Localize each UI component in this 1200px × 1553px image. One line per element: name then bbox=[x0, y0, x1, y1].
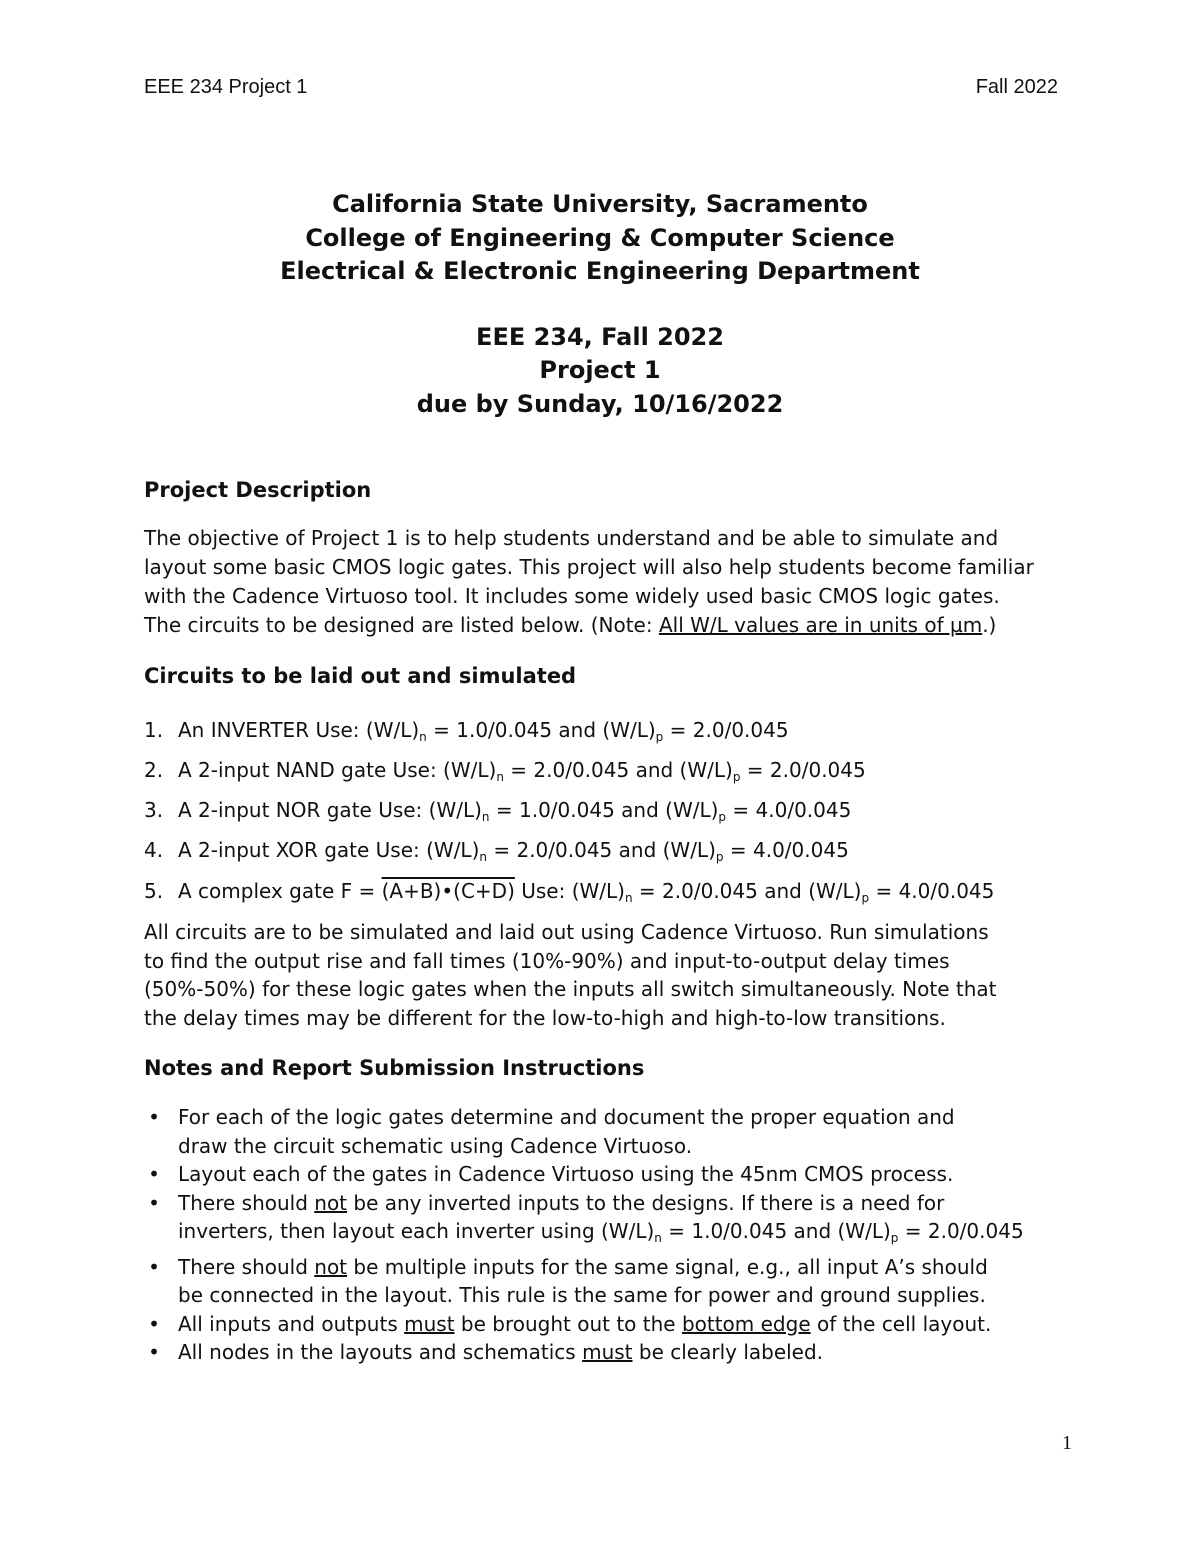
item-number: 4. bbox=[144, 838, 164, 862]
note-suffix: .) bbox=[982, 613, 997, 637]
bullet: • bbox=[148, 1340, 160, 1364]
university-title: California State University, Sacramento bbox=[332, 190, 868, 218]
course-title: EEE 234, Fall 2022 bbox=[476, 323, 724, 351]
simulation-line: (50%-50%) for these logic gates when the inputs all switch simultaneously. Note that bbox=[144, 977, 997, 1001]
item-text: = 4.0/0.045 bbox=[723, 838, 849, 862]
text: = 2.0/0.045 bbox=[898, 1219, 1024, 1243]
item-text: = 1.0/0.045 and (W/L) bbox=[489, 798, 719, 822]
department-title: Electrical & Electronic Engineering Department bbox=[280, 257, 920, 285]
emphasis: must bbox=[582, 1340, 633, 1364]
item-number: 1. bbox=[144, 718, 164, 742]
header-course: EEE 234 Project 1 bbox=[144, 76, 308, 98]
bullet-line bbox=[178, 1253, 1024, 1282]
bullet-line bbox=[178, 1338, 1024, 1367]
emphasis: not bbox=[314, 1190, 348, 1215]
description-line: with the Cadence Virtuoso tool. It includes some widely used basic CMOS logic gates. bbox=[144, 584, 1000, 608]
text: inverters, then layout each inverter using (W/L) bbox=[178, 1219, 655, 1243]
college-title: College of Engineering & Computer Science bbox=[305, 224, 895, 252]
bullet-line bbox=[178, 1217, 1024, 1253]
subscript-n: n bbox=[624, 891, 633, 905]
item-text: = 2.0/0.045 and (W/L) bbox=[503, 758, 733, 782]
list-item bbox=[144, 1310, 1024, 1339]
item-number: 5. bbox=[144, 879, 164, 903]
description-line bbox=[144, 611, 1074, 640]
item-text: Use: (W/L) bbox=[514, 879, 625, 903]
simulation-paragraph bbox=[144, 918, 1074, 1032]
circuit-item bbox=[144, 758, 866, 784]
header-term: Fall 2022 bbox=[975, 76, 1058, 98]
list-item bbox=[144, 1160, 1024, 1189]
bullet: • bbox=[148, 1190, 160, 1215]
item-text: An INVERTER Use: (W/L) bbox=[178, 718, 420, 742]
subscript-p: p bbox=[890, 1231, 899, 1245]
item-text: A 2-input XOR gate Use: (W/L) bbox=[178, 838, 480, 862]
text: = 1.0/0.045 and (W/L) bbox=[661, 1219, 891, 1243]
note-prefix: The circuits to be designed are listed below. (Note: bbox=[144, 613, 659, 637]
text: be multiple inputs for the same signal, e.g., all input A’s should bbox=[347, 1254, 988, 1279]
item-text: = 1.0/0.045 and (W/L) bbox=[426, 718, 656, 742]
bullet: • bbox=[148, 1311, 160, 1336]
bullet-line bbox=[178, 1310, 1024, 1339]
item-text: = 4.0/0.045 bbox=[726, 798, 852, 822]
text: All inputs and outputs bbox=[178, 1311, 405, 1336]
subscript-n: n bbox=[654, 1231, 662, 1245]
units-note: All W/L values are in units of µm bbox=[658, 613, 983, 637]
page-number: 1 bbox=[1062, 1432, 1072, 1454]
bullet-line: draw the circuit schematic using Cadence Virtuoso. bbox=[178, 1133, 693, 1158]
subscript-n: n bbox=[479, 850, 487, 864]
text: There should bbox=[178, 1254, 315, 1279]
subscript-n: n bbox=[496, 770, 504, 784]
subscript-n: n bbox=[419, 730, 427, 744]
bullet: • bbox=[148, 1105, 160, 1129]
bullet-line: be connected in the layout. This rule is the same for power and ground supplies. bbox=[178, 1283, 986, 1307]
list-item bbox=[144, 1338, 1024, 1367]
circuits-heading: Circuits to be laid out and simulated bbox=[144, 664, 577, 688]
list-item bbox=[144, 1103, 1024, 1160]
notes-list bbox=[144, 1103, 1024, 1367]
subscript-p: p bbox=[732, 770, 741, 784]
text: be brought out to the bbox=[454, 1311, 682, 1336]
bullet-line: Layout each of the gates in Cadence Virtuoso using the 45nm CMOS process. bbox=[178, 1162, 954, 1186]
item-text: = 4.0/0.045 bbox=[869, 879, 995, 903]
circuit-item bbox=[144, 838, 849, 864]
notes-heading: Notes and Report Submission Instructions bbox=[144, 1056, 645, 1080]
emphasis: not bbox=[314, 1254, 348, 1279]
item-text: A 2-input NAND gate Use: (W/L) bbox=[178, 758, 497, 782]
description-heading: Project Description bbox=[144, 478, 372, 502]
simulation-line: the delay times may be different for the low-to-high and high-to-low transitions. bbox=[144, 1005, 946, 1030]
item-text: = 2.0/0.045 bbox=[740, 758, 866, 782]
bullet: • bbox=[148, 1254, 160, 1279]
bullet: • bbox=[148, 1162, 160, 1186]
list-item bbox=[144, 1253, 1024, 1310]
subscript-p: p bbox=[655, 730, 664, 744]
due-date: due by Sunday, 10/16/2022 bbox=[416, 390, 784, 418]
bullet-line bbox=[178, 1189, 1024, 1218]
description-line: The objective of Project 1 is to help students understand and be able to simulate and bbox=[144, 526, 999, 550]
emphasis: bottom edge bbox=[681, 1311, 811, 1336]
item-text: = 2.0/0.045 and (W/L) bbox=[632, 879, 862, 903]
text: There should bbox=[178, 1190, 315, 1215]
subscript-n: n bbox=[481, 810, 490, 824]
item-number: 3. bbox=[144, 798, 164, 822]
item-text: = 2.0/0.045 and (W/L) bbox=[487, 838, 716, 862]
circuit-item bbox=[144, 798, 851, 824]
subscript-p: p bbox=[715, 850, 724, 864]
bullet-line: For each of the logic gates determine and document the proper equation and bbox=[178, 1105, 955, 1129]
simulation-line: All circuits are to be simulated and laid out using Cadence Virtuoso. Run simulations bbox=[144, 920, 989, 944]
simulation-line: to find the output rise and fall times (10%-90%) and input-to-output delay times bbox=[144, 948, 950, 973]
project-title: Project 1 bbox=[539, 356, 661, 384]
emphasis: must bbox=[404, 1311, 455, 1336]
text: be any inverted inputs to the designs. If there is a need for bbox=[347, 1190, 945, 1215]
subscript-p: p bbox=[718, 810, 727, 824]
complex-gate-expression: (A+B)•(C+D) bbox=[381, 879, 515, 903]
text: All nodes in the layouts and schematics bbox=[178, 1340, 583, 1364]
item-number: 2. bbox=[144, 758, 164, 782]
description-paragraph bbox=[144, 524, 1074, 640]
list-item bbox=[144, 1189, 1024, 1253]
item-text: A 2-input NOR gate Use: (W/L) bbox=[178, 798, 482, 822]
item-text: = 2.0/0.045 bbox=[663, 718, 789, 742]
item-text: A complex gate F = bbox=[178, 879, 382, 903]
subscript-p: p bbox=[861, 891, 870, 905]
description-line: layout some basic CMOS logic gates. This project will also help students become familiar bbox=[144, 555, 1034, 579]
circuit-item bbox=[144, 718, 789, 744]
text: of the cell layout. bbox=[810, 1311, 992, 1336]
circuit-item bbox=[144, 879, 994, 905]
text: be clearly labeled. bbox=[632, 1340, 824, 1364]
